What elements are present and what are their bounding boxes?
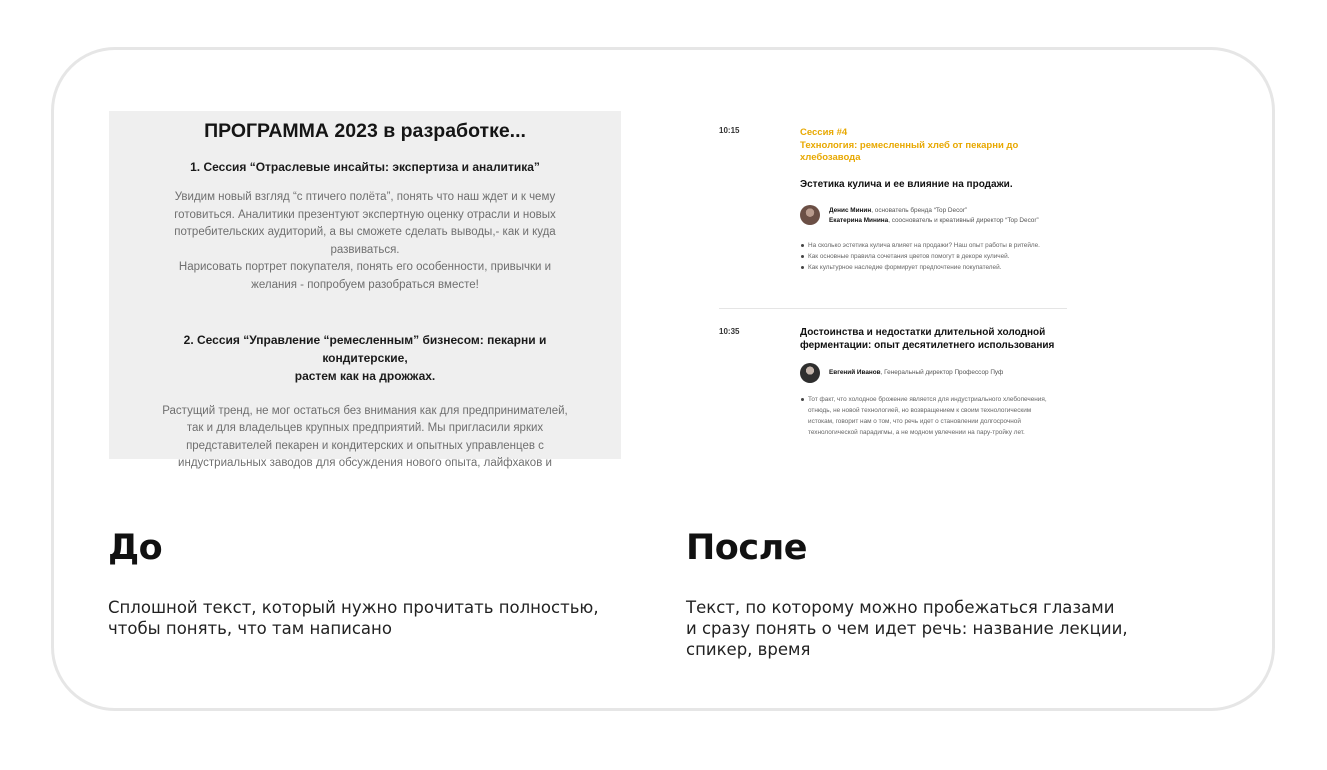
time-label: 10:15 [719,126,740,135]
before-screenshot [109,111,621,470]
text-line: растем как на дрожжах. [294,368,436,383]
speaker-name: Екатерина Минина [829,216,889,224]
text-line: ферментации: опыт десятилетнего использования [800,340,1055,351]
talk-bullets [800,394,1058,438]
after-screenshot [711,111,1069,459]
speaker-role: , Генеральный директор Профессор Пуф [880,369,1004,376]
speaker-avatar [800,205,820,225]
text-line: Текст, по которому можно пробежаться глазами [686,598,1115,617]
before-caption [108,597,668,639]
text-line: 2. Сессия “Управление “ремесленным” бизнесом: пекарни и кондитерские, [183,332,547,365]
text-line: хлебозавода [800,152,861,164]
text-line: Увидим новый взгляд “с птичего полёта”, понять что наш ждет и к чему [174,191,556,203]
text-line: Сплошной текст, который нужно прочитать полностью, [108,598,599,617]
bullet-item: Тот факт, что холодное брожение является для индустриального хлебопечения, отнюдь, не новой технологией, но возвращением к своим технологическим истокам, говорит нам о том, что речь идет о становлении долгосрочной технологической парадигмы, а не модном увлечении на пару-тройку лет. [808,394,1058,438]
session1-title: 1. Сессия “Отраслевые инсайты: экспертиза и аналитика” [190,160,540,174]
talk-bullets [800,240,1048,273]
speaker-name: Евгений Иванов [829,369,881,376]
speaker-list [829,363,1003,378]
text-line: развиваться. [330,243,400,256]
session-block [800,326,1062,438]
before-heading: До [108,528,163,568]
talk-title: Эстетика кулича и ее влияние на продажи. [800,178,1013,190]
after-heading: После [686,528,807,568]
session-label [800,127,1062,165]
speaker-row [800,363,1062,383]
divider [719,308,1067,309]
text-line: индустриальных заводов для обсуждения нового опыта, лайфхаков и [178,457,552,470]
text-line: желания - попробуем разобраться вместе! [251,278,479,291]
text-line: спикер, время [686,640,811,659]
speaker-row [800,205,1062,226]
bullet-item: Как основные правила сочетания цветов помогут в декоре куличей. [808,251,1048,262]
text-line: Технология: ремесленный хлеб от пекарни до [800,139,1019,151]
speaker-list [829,205,1039,226]
text-line: потребительских аудиторий, а вы сможете сделать выводы,- как и куда [174,226,556,239]
text-line: чтобы понять, что там написано [108,619,392,638]
text-line: Растущий тренд, не мог остаться без внимания как для предпринимателей, [162,404,568,417]
session2-title [145,331,585,385]
speaker-role: , основатель бренда “Top Decor” [871,206,968,214]
session1-text [155,189,575,295]
bullet-item: Как культурное наследие формирует предпочтение покупателей. [808,262,1048,273]
speaker-name: Денис Минин [829,206,872,214]
text-line: Нарисовать портрет покупателя, понять его особенности, привычки и [178,261,552,274]
speaker-role: , сооснователь и креативный директор “Top Decor” [888,216,1039,224]
text-line: так и для владельцев крупных предприятий. Мы пригласили ярких [186,422,544,435]
text-line: Достоинства и недостатки длительной холодной [800,327,1046,338]
text-line: Сессия #4 [800,127,848,138]
after-caption [686,597,1246,660]
session2-text [150,403,580,473]
talk-title [800,326,1062,352]
bullet-item: На сколько эстетика кулича влияет на продажи? Наш опыт работы в ритейле. [808,240,1048,251]
time-label: 10:35 [719,327,740,336]
text-line: готовиться. Аналитики презентуют экспертную оценку отрасли и новых [174,208,556,221]
text-line: и сразу понять о чем идет речь: название лекции, [686,619,1128,638]
program-title: ПРОГРАММА 2023 в разработке... [204,120,526,142]
session-block [800,127,1062,273]
speaker-avatar [800,363,820,383]
text-line: представителей пекарен и кондитерских и опытных управленцев с [186,439,544,452]
